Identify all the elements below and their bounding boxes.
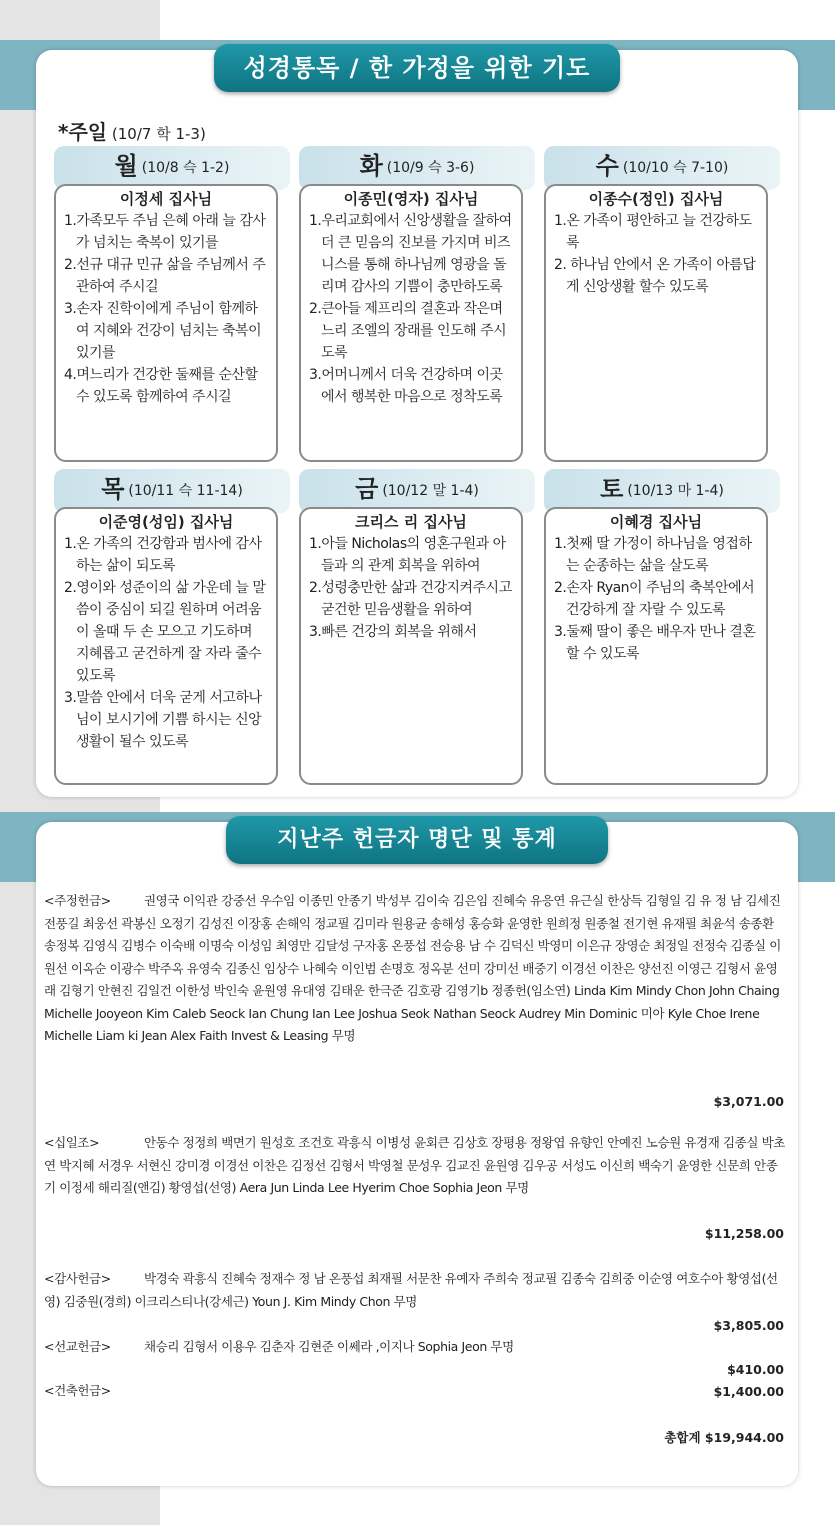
total-label: 총합계 — [664, 1430, 701, 1445]
prayer-item: 1.아들 Nicholas의 영혼구원과 아들과 의 관계 회복을 위하여 — [309, 536, 506, 574]
prayer-person: 이정세 집사님 — [119, 190, 213, 208]
prayer-person: 이종민(영자) 집사님 — [343, 190, 479, 208]
prayer-item: 3.둘째 딸이 좋은 배우자 만나 결혼 할 수 있도록 — [554, 624, 756, 662]
offering-total — [664, 1428, 784, 1446]
prayer-item: 3.말씀 안에서 더욱 굳게 서고하나님이 보시기에 기쁨 하시는 신앙생활이 될수 있도록 — [64, 690, 262, 750]
day-label: 토 — [600, 475, 624, 503]
prayer-list — [309, 210, 513, 408]
offering-names: 안동수 정정희 백면기 원성호 조건호 곽흥식 이병성 윤회큰 김상호 장평용 정왕엽 유향인 안예진 노승원 유경재 김종실 박초연 박지혜 서경우 서현신 강미경 이경선 이찬은 김정선 김형서 박영철 문성우 김교진 윤원영 김우공 서성도 이신희 백숙기 윤영한 신문희 안종기 이정세 해리질(앤김) 황영섭(선영) Aera Jun Linda Lee Hyerim Choe Sophia Jeon 무명 — [44, 1135, 785, 1195]
prayer-item: 2.선규 대규 민규 삶을 주님께서 주관하여 주시길 — [64, 257, 266, 295]
offering-label: <감사헌금> — [44, 1271, 111, 1286]
prayer-list — [554, 210, 758, 298]
offering-label: <주정헌금> — [44, 893, 111, 908]
prayer-item: 1.첫째 딸 가정이 하나님을 영접하는 순종하는 삶을 살도록 — [554, 536, 752, 574]
prayer-item: 2.성령충만한 삶과 건강지켜주시고 굳건한 믿음생활을 위하여 — [309, 580, 512, 618]
prayer-list — [64, 210, 268, 408]
prayer-list — [309, 533, 513, 643]
day-ref: (10/12 말 1-4) — [382, 483, 479, 499]
offering-amount: $11,258.00 — [704, 1226, 784, 1241]
prayer-box-wed — [544, 184, 768, 462]
offering-amount: $3,805.00 — [713, 1318, 784, 1333]
prayer-person: 이종수(정인) 집사님 — [588, 190, 724, 208]
prayer-item: 2.영이와 성준이의 삶 가운데 늘 말씀이 중심이 되길 원하며 어려움이 올때 두 손 모으고 기도하며 지혜롭고 굳건하게 잘 자라 줄수 있도록 — [64, 580, 266, 684]
offering-group-sunday — [44, 890, 786, 1048]
prayer-item: 1.온 가족이 평안하고 늘 건강하도록 — [554, 213, 752, 251]
prayer-person: 이혜경 집사님 — [609, 513, 703, 531]
day-label: 월 — [114, 152, 138, 180]
offering-names: 채승리 김형서 이용우 김춘자 김현준 이쎄라 ,이지나 Sophia Jeon 무명 — [144, 1339, 514, 1354]
total-amount: $19,944.00 — [704, 1430, 784, 1445]
prayer-item: 3.빠른 건강의 회복을 위해서 — [309, 624, 477, 640]
day-ref: (10/10 슥 7-10) — [622, 160, 729, 176]
day-ref: (10/11 슥 11-14) — [128, 483, 243, 499]
prayer-item: 3.어머니께서 더욱 건강하며 이곳에서 행복한 마음으로 정착도록 — [309, 367, 503, 405]
prayer-box-sat — [544, 507, 768, 785]
sunday-mark: *주일 — [58, 120, 108, 144]
offering-amount: $3,071.00 — [713, 1094, 784, 1109]
sunday-reading — [58, 116, 206, 145]
day-ref: (10/9 슥 3-6) — [386, 160, 475, 176]
offering-label: <선교헌금> — [44, 1339, 111, 1354]
day-label: 목 — [101, 475, 125, 503]
prayer-item: 2.손자 Ryan이 주님의 축복안에서 건강하게 잘 자랄 수 있도록 — [554, 580, 755, 618]
day-label: 화 — [359, 152, 383, 180]
prayer-list — [64, 533, 268, 753]
offering-banner-title: 지난주 헌금자 명단 및 통계 — [277, 827, 557, 852]
prayer-item: 1.가족모두 주님 은혜 아래 늘 감사가 넘치는 축복이 있기를 — [64, 213, 266, 251]
prayer-panel — [36, 50, 798, 797]
offering-label: <십일조> — [44, 1135, 100, 1150]
prayer-item: 3.손자 진학이에게 주님이 함께하여 지혜와 건강이 넘치는 축복이 있기를 — [64, 301, 262, 361]
prayer-person: 크리스 리 집사님 — [355, 513, 467, 531]
offering-panel — [36, 822, 798, 1486]
prayer-banner — [214, 44, 620, 92]
offering-label: <건축헌금> — [44, 1383, 111, 1398]
offering-amount: $1,400.00 — [713, 1384, 784, 1399]
day-label: 수 — [595, 152, 619, 180]
prayer-item: 1.우리교회에서 신앙생활을 잘하여 더 큰 믿음의 진보를 가지며 비즈니스를 통해 하나님께 영광을 돌리며 감사의 기쁨이 충만하도록 — [309, 213, 512, 295]
offering-names: 권영국 이익관 강중선 우수임 이종민 안종기 박성부 김이숙 김은임 진혜숙 유응연 유근실 한상득 김형일 김 유 정 남 김세진 전풍길 최웅선 곽봉신 오정기 김성진 이장홍 손해익 정교필 김미라 원용균 송해성 홍승화 윤영한 원희정 원종철 전기현 유재필 최윤석 송종환 송정복 김영식 김병수 이숙배 이명숙 이성임 최영만 김달성 구자홍 온풍섭 전승용 남 수 김덕신 박영미 이은규 장영순 최정일 전정숙 김종실 이원선 이옥순 이광수 박주옥 유영숙 김종신 임상수 나혜숙 이인범 손명호 정옥분 선미 강미선 배중기 이경선 이찬은 양선진 이영근 김형서 윤영래 김형기 안현진 김일건 이한성 박인숙 윤원영 유대영 김태운 한극준 김호광 김영기b 정종헌(임소연) Linda Kim Mindy Chon John Chaing Michelle Jooyeon Kim Caleb Seock Ian Chung Ian Lee Joshua Seok Nathan Seock Audrey Min Dominic 미아 Kyle Choe Irene Michelle Liam ki Jean Alex Faith Invest & Leasing 무명 — [44, 893, 781, 1043]
offering-amount: $410.00 — [727, 1362, 784, 1377]
prayer-item: 4.며느리가 건강한 둘째를 순산할 수 있도록 함께하여 주시길 — [64, 367, 258, 405]
day-ref: (10/8 슥 1-2) — [141, 160, 230, 176]
prayer-banner-title: 성경통독 / 한 가정을 위한 기도 — [243, 54, 591, 82]
prayer-item: 2. 하나님 안에서 온 가족이 아름답게 신앙생활 할수 있도록 — [554, 257, 756, 295]
offering-group-mission — [44, 1336, 786, 1359]
offering-group-building — [44, 1380, 786, 1403]
prayer-box-fri — [299, 507, 523, 785]
prayer-person: 이준영(성임) 집사님 — [98, 513, 234, 531]
offering-banner — [226, 816, 608, 864]
sunday-ref: (10/7 학 1-3) — [111, 125, 206, 143]
prayer-box-thu — [54, 507, 278, 785]
prayer-box-tue — [299, 184, 523, 462]
prayer-item: 2.큰아들 제프리의 결혼과 작은며느리 조엘의 장래를 인도해 주시도록 — [309, 301, 507, 361]
offering-names: 박경숙 곽흥식 진혜숙 정재수 정 남 온풍섭 최재필 서문찬 유예자 주희숙 정교필 김종숙 김희중 이순영 여호수아 황영섭(선영) 김중원(경희) 이크리스티나(강세근) Youn J. Kim Mindy Chon 무명 — [44, 1271, 778, 1309]
prayer-list — [554, 533, 758, 665]
day-label: 금 — [355, 475, 379, 503]
offering-group-thanks — [44, 1268, 786, 1313]
offering-group-tithe — [44, 1132, 786, 1200]
prayer-item: 1.온 가족의 건강함과 범사에 감사하는 삶이 되도록 — [64, 536, 262, 574]
day-ref: (10/13 마 1-4) — [627, 483, 724, 499]
prayer-box-mon — [54, 184, 278, 462]
